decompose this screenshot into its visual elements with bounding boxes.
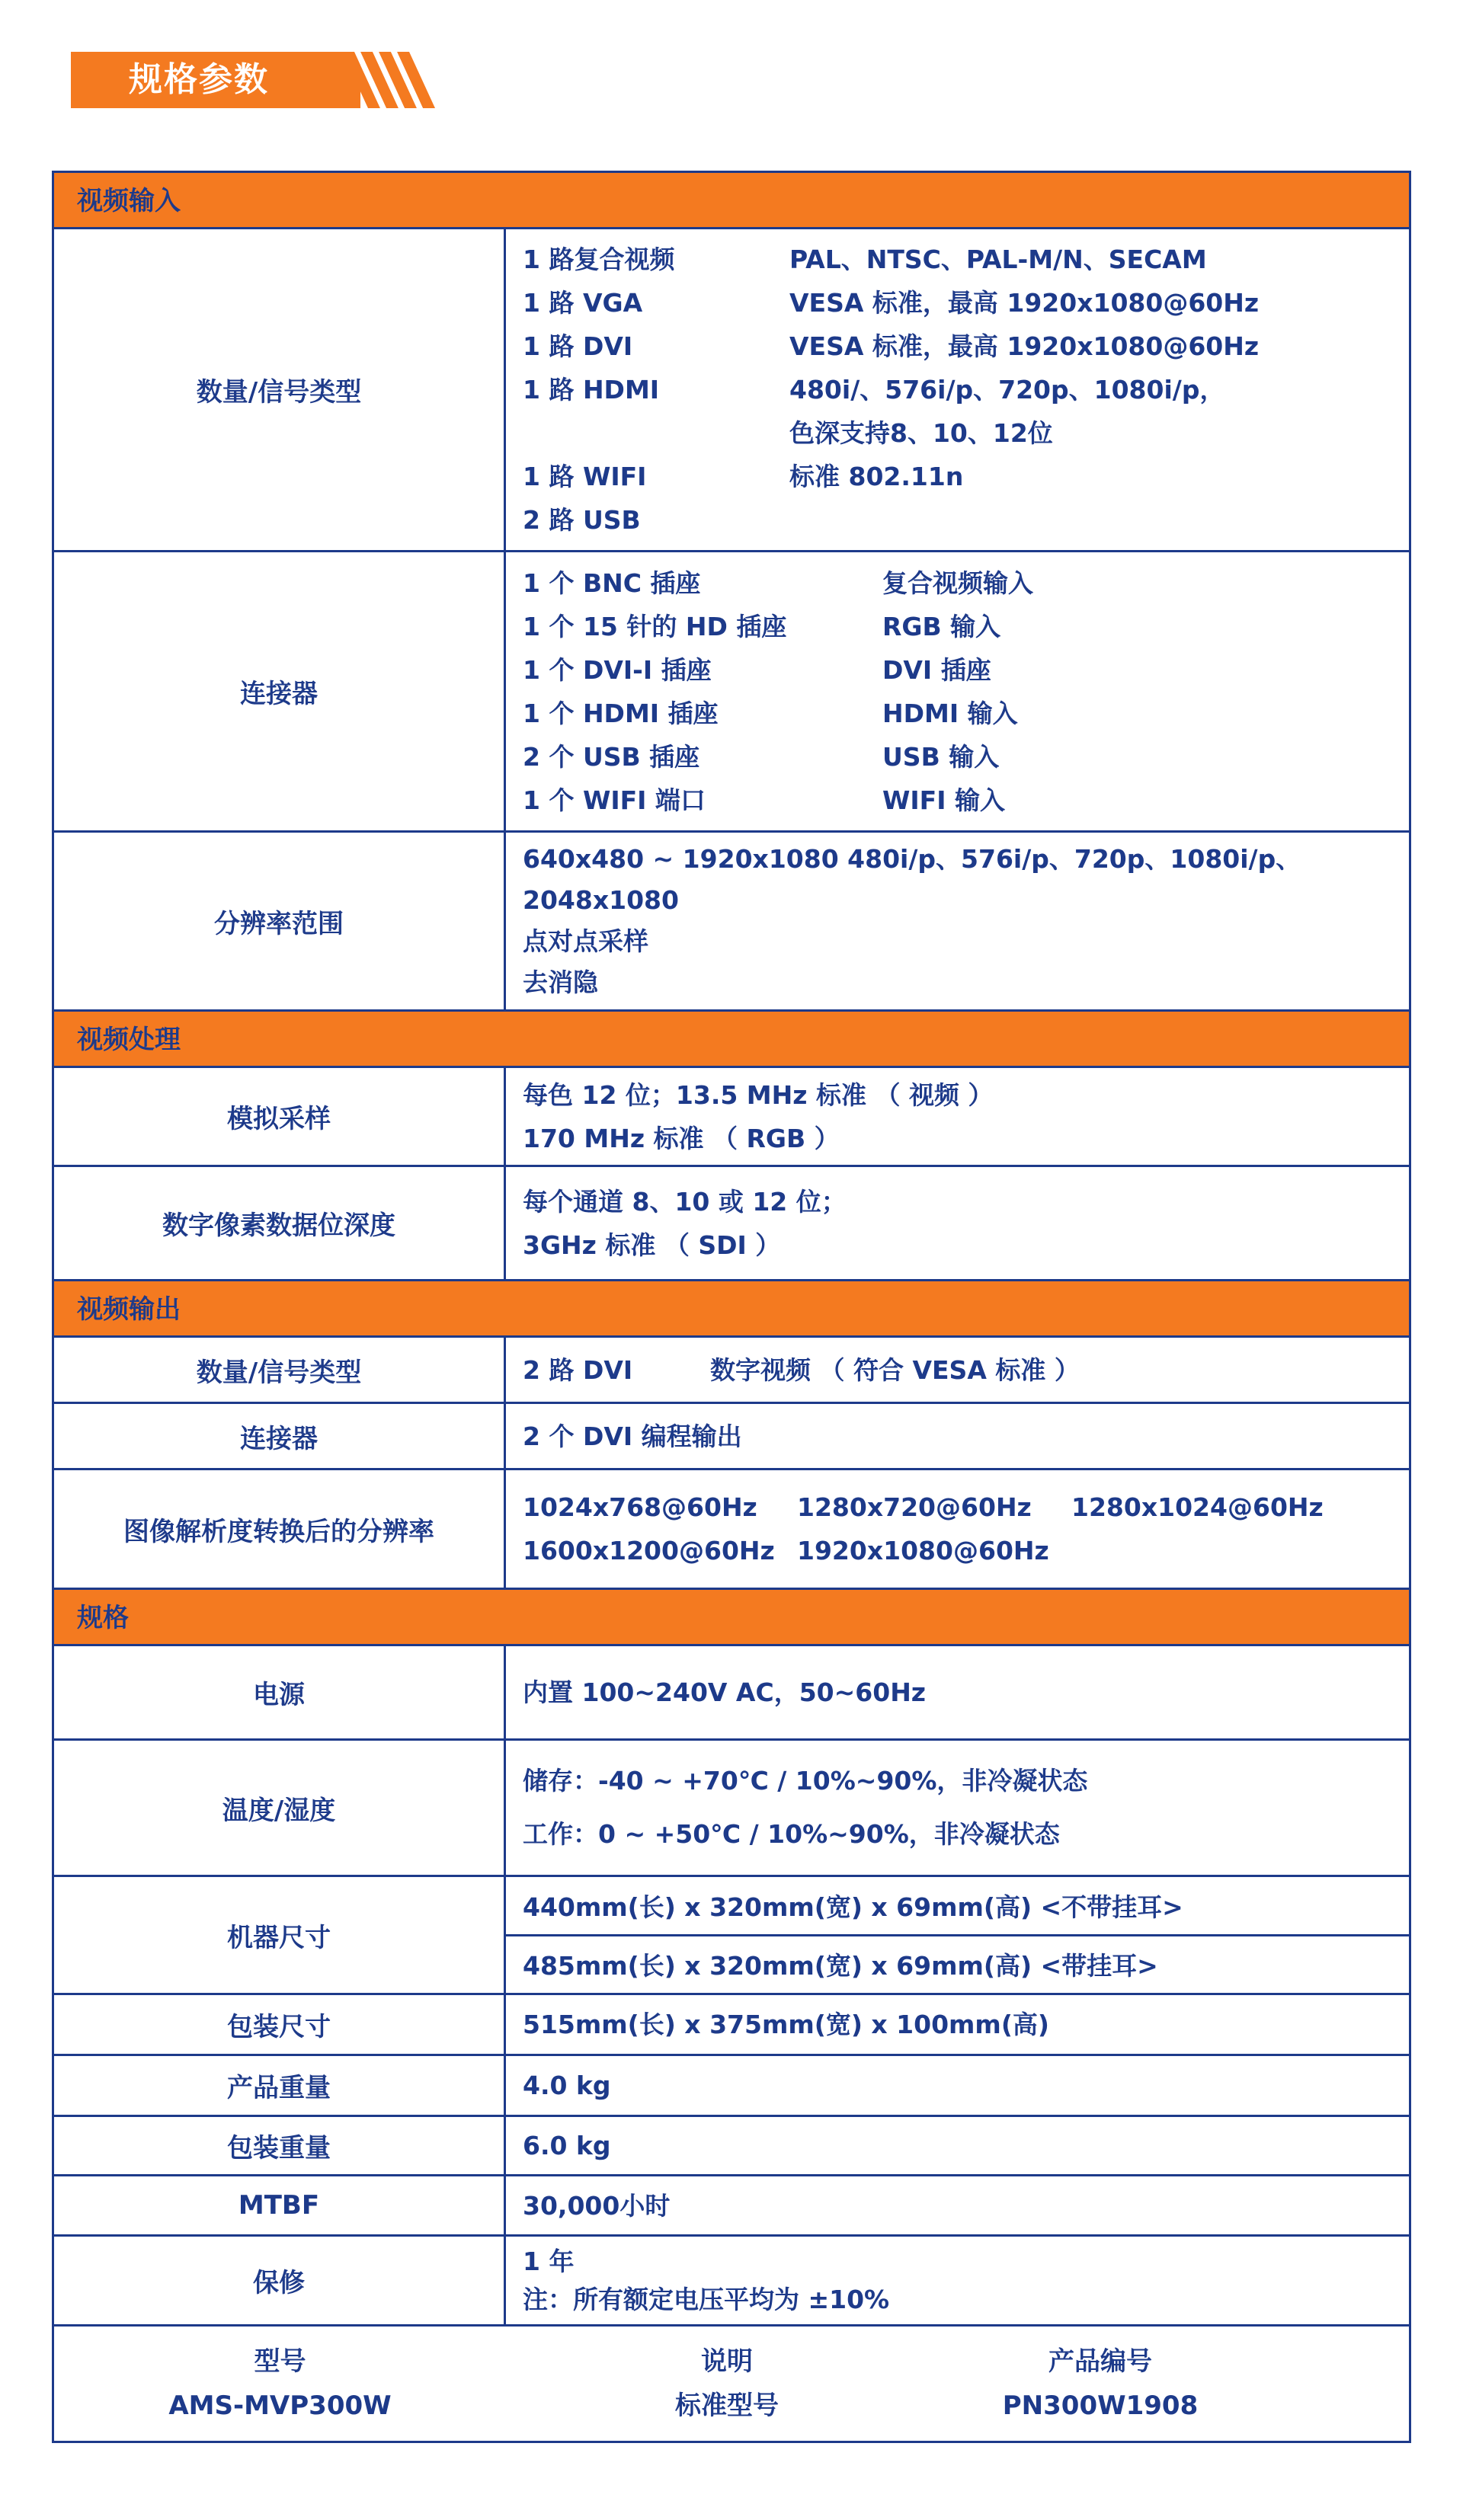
row-label: 数字像素数据位深度 xyxy=(54,1167,506,1279)
row-power xyxy=(54,1646,1409,1741)
spec-table xyxy=(52,171,1411,2443)
row-product-weight xyxy=(54,2056,1409,2117)
row-label: 温度/湿度 xyxy=(54,1741,506,1875)
list-item: 1 路 VGA VESA 标准，最高 1920x1080@60Hz xyxy=(523,288,1260,318)
text-line: 每色 12 位；13.5 MHz 标准 （ 视频 ） xyxy=(523,1079,994,1110)
row-label: MTBF xyxy=(54,2176,506,2234)
list-item: 1 个 DVI-I 插座 DVI 插座 xyxy=(523,654,991,685)
row-label: 分辨率范围 xyxy=(54,833,506,1009)
list-item: 1 个 HDMI 插座 HDMI 输入 xyxy=(523,698,1018,728)
section-header-video-processing: 视频处理 xyxy=(54,1012,1409,1068)
text-line: 170 MHz 标准 （ RGB ） xyxy=(523,1123,840,1153)
row-label: 电源 xyxy=(54,1646,506,1738)
row-value xyxy=(506,2176,1409,2234)
page-title-banner xyxy=(71,52,437,108)
text-line: 640x480 ~ 1920x1080 480i/p、576i/p、720p、1080i/p、 xyxy=(523,844,1301,874)
row-scaled-resolution xyxy=(54,1470,1409,1590)
footer-pn-value: PN300W1908 xyxy=(1002,2390,1199,2421)
text-line: 每个通道 8、10 或 12 位； xyxy=(523,1186,847,1217)
text-line: 2048x1080 xyxy=(523,885,679,915)
row-label: 机器尺寸 xyxy=(54,1877,506,1993)
text-line: 515mm(长) x 375mm(宽) x 100mm(高) xyxy=(523,2010,1049,2039)
model-footer xyxy=(54,2327,1409,2441)
text-line: 485mm(长) x 320mm(宽) x 69mm(高) <带挂耳> xyxy=(523,1951,1158,1981)
footer-model xyxy=(54,2327,506,2441)
row-label: 产品重量 xyxy=(54,2056,506,2115)
list-item: 2 路 USB xyxy=(523,505,641,535)
row-output-qty xyxy=(54,1338,1409,1404)
row-value xyxy=(506,1068,1409,1165)
row-value xyxy=(506,833,1409,1009)
row-input-resolution xyxy=(54,833,1409,1012)
section-header-video-output: 视频输出 xyxy=(54,1281,1409,1338)
row-value xyxy=(506,2237,1409,2324)
row-value xyxy=(506,1338,1409,1402)
list-item: 1 路 HDMI 480i/、576i/p、720p、1080i/p， xyxy=(523,375,1225,405)
row-value xyxy=(506,1470,1409,1588)
row-input-qty xyxy=(54,229,1409,552)
row-value xyxy=(506,229,1409,550)
row-value xyxy=(506,552,1409,830)
list-item: 2 个 USB 插座 USB 输入 xyxy=(523,741,1000,772)
row-label: 图像解析度转换后的分辨率 xyxy=(54,1470,506,1588)
list-item: 1600x1200@60Hz 1920x1080@60Hz xyxy=(523,1536,1049,1565)
row-mtbf xyxy=(54,2176,1409,2237)
row-value xyxy=(506,2117,1409,2174)
list-item: 2 路 DVI 数字视频 （ 符合 VESA 标准 ） xyxy=(523,1354,1080,1385)
text-line: 1 年 xyxy=(523,2246,575,2276)
text-line: 4.0 kg xyxy=(523,2071,611,2100)
list-item: 1 路 DVI VESA 标准，最高 1920x1080@60Hz xyxy=(523,331,1260,361)
text-line: 注：所有额定电压平均为 ±10% xyxy=(523,2284,890,2314)
list-item: 1 个 WIFI 端口 WIFI 输入 xyxy=(523,785,1005,815)
row-input-connector xyxy=(54,552,1409,833)
row-value xyxy=(506,2056,1409,2115)
text-line: 2 个 DVI 编程输出 xyxy=(523,1421,742,1451)
page-title: 规格参数 xyxy=(129,60,269,99)
footer-product-number xyxy=(948,2327,1253,2441)
row-label: 连接器 xyxy=(54,552,506,830)
row-value xyxy=(506,1741,1409,1875)
row-value xyxy=(506,1167,1409,1279)
row-value xyxy=(506,1995,1409,2054)
row-output-connector xyxy=(54,1404,1409,1470)
row-digital-depth xyxy=(54,1167,1409,1281)
row-label: 模拟采样 xyxy=(54,1068,506,1165)
row-value xyxy=(506,1646,1409,1738)
row-temp-humidity xyxy=(54,1741,1409,1877)
list-item: 1024x768@60Hz 1280x720@60Hz 1280x1024@60Hz xyxy=(523,1492,1324,1522)
row-warranty xyxy=(54,2237,1409,2327)
list-item: 1 个 BNC 插座 复合视频输入 xyxy=(523,568,1033,598)
text-line: 储存：-40 ~ +70℃ / 10%~90%，非冷凝状态 xyxy=(523,1766,1088,1796)
section-header-specs: 规格 xyxy=(54,1590,1409,1646)
text-line: 点对点采样 xyxy=(523,926,648,956)
list-item: 1 路复合视频 PAL、NTSC、PAL-M/N、SECAM xyxy=(523,245,1207,274)
footer-model-label: 型号 xyxy=(254,2346,306,2377)
section-header-video-input: 视频输入 xyxy=(54,173,1409,229)
row-label: 包装重量 xyxy=(54,2117,506,2174)
row-value xyxy=(506,1404,1409,1468)
text-line: 30,000小时 xyxy=(523,2190,671,2221)
text-line: 3GHz 标准 （ SDI ） xyxy=(523,1230,781,1260)
row-machine-size xyxy=(54,1877,1409,1995)
footer-desc-value: 标准型号 xyxy=(675,2390,779,2421)
text-line: 去消隐 xyxy=(523,967,598,997)
text-line: 6.0 kg xyxy=(523,2131,611,2160)
footer-pn-label: 产品编号 xyxy=(1048,2346,1152,2377)
row-value xyxy=(506,1877,1409,1993)
row-label: 数量/信号类型 xyxy=(54,1338,506,1402)
footer-description xyxy=(506,2327,948,2441)
list-item: 1 路 WIFI 标准 802.11n xyxy=(523,462,964,491)
row-label: 包装尺寸 xyxy=(54,1995,506,2054)
list-item: 色深支持8、10、12位 xyxy=(789,418,1053,448)
text-line: 内置 100~240V AC，50~60Hz xyxy=(523,1677,927,1707)
row-label: 数量/信号类型 xyxy=(54,229,506,550)
row-label: 连接器 xyxy=(54,1404,506,1468)
row-package-size xyxy=(54,1995,1409,2056)
footer-desc-label: 说明 xyxy=(701,2346,753,2377)
list-item: 1 个 15 针的 HD 插座 RGB 输入 xyxy=(523,611,1001,641)
row-label: 保修 xyxy=(54,2237,506,2324)
row-analog-sampling xyxy=(54,1068,1409,1167)
text-line: 工作：0 ~ +50℃ / 10%~90%，非冷凝状态 xyxy=(523,1819,1060,1849)
text-line: 440mm(长) x 320mm(宽) x 69mm(高) <不带挂耳> xyxy=(506,1877,1409,1936)
footer-model-value: AMS-MVP300W xyxy=(168,2390,392,2421)
row-package-weight xyxy=(54,2117,1409,2176)
